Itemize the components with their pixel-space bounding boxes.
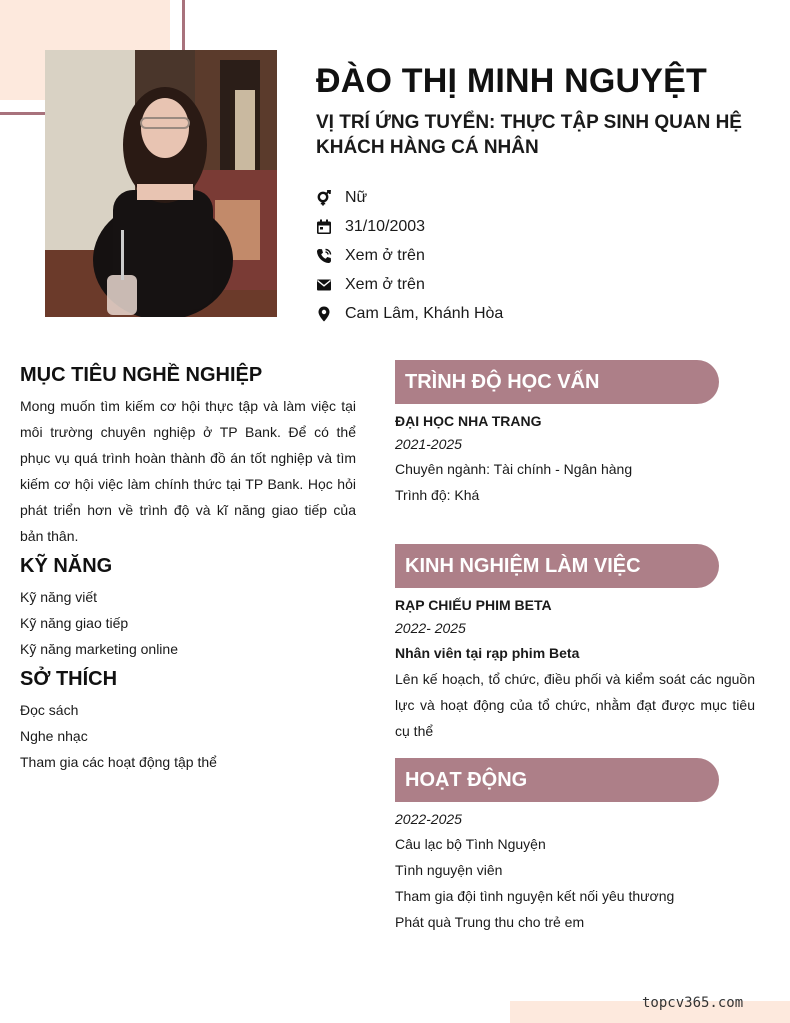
hobby-item: Tham gia các hoạt động tập thể [20, 754, 217, 770]
education-major: Chuyên ngành: Tài chính - Ngân hàng [395, 461, 633, 477]
hobby-item: Nghe nhạc [20, 728, 88, 744]
experience-time: 2022- 2025 [395, 620, 466, 636]
left-column [20, 364, 356, 775]
email-value: Xem ở trên [345, 275, 425, 293]
info-address [316, 299, 756, 328]
hobbies-title: SỞ THÍCH [20, 668, 118, 690]
skills-title: KỸ NĂNG [20, 555, 113, 577]
phone-value: Xem ở trên [345, 246, 425, 264]
activity-item: Phát quà Trung thu cho trẻ em [395, 914, 585, 930]
education-time: 2021-2025 [395, 436, 462, 452]
gender-value: Nữ [345, 188, 368, 206]
applied-position: VỊ TRÍ ỨNG TUYỂN: THỰC TẬP SINH QUAN HỆ KHÁCH HÀNG CÁ NHÂN [316, 112, 742, 158]
gender-icon [316, 190, 332, 206]
objective-text: Mong muốn tìm kiếm cơ hội thực tập và làm việc tại môi trường chuyên nghiệp ở TP Bank. Để có thể phục vụ quá trình hoàn thành đồ án tốt nghiệp và tìm kiếm cơ hội việc làm chính thức tại TP Bank. Học hỏi phát triển hơn về trình độ và kĩ năng giao tiếp của bản thân. [20, 398, 356, 544]
skill-item: Kỹ năng viết [20, 589, 98, 605]
address-value: Cam Lâm, Khánh Hòa [345, 304, 504, 322]
personal-info [316, 183, 756, 328]
right-column [395, 360, 760, 935]
education-school: ĐẠI HỌC NHA TRANG [395, 413, 542, 429]
education-title: TRÌNH ĐỘ HỌC VẤN [395, 360, 719, 404]
experience-company: RẠP CHIẾU PHIM BETA [395, 597, 552, 613]
info-phone [316, 241, 756, 270]
location-pin-icon [316, 306, 332, 322]
activity-item: Tham gia đội tình nguyện kết nối yêu thương [395, 888, 675, 904]
calendar-icon [316, 219, 332, 235]
experience-title: KINH NGHIỆM LÀM VIỆC [395, 544, 719, 588]
education-level: Trình độ: Khá [395, 487, 480, 503]
candidate-name: ĐÀO THỊ MINH NGUYỆT [316, 62, 708, 100]
skill-item: Kỹ năng marketing online [20, 641, 178, 657]
activities-role: Tình nguyện viên [395, 862, 503, 878]
profile-photo [45, 50, 277, 317]
activities-org: Câu lạc bộ Tình Nguyện [395, 836, 546, 852]
experience-description: Lên kế hoạch, tổ chức, điều phối và kiểm soát các nguồn lực và hoạt động của tổ chức, nhằm đạt được mục tiêu cụ thể [395, 671, 755, 739]
experience-role: Nhân viên tại rạp phim Beta [395, 645, 580, 661]
objective-title: MỤC TIÊU NGHỀ NGHIỆP [20, 364, 263, 386]
birthday-value: 31/10/2003 [345, 217, 426, 235]
watermark: topcv365.com [642, 995, 744, 1011]
phone-icon [316, 248, 332, 264]
info-gender [316, 183, 756, 212]
hobby-item: Đọc sách [20, 702, 79, 718]
info-birthday [316, 212, 756, 241]
skill-item: Kỹ năng giao tiếp [20, 615, 129, 631]
envelope-icon [316, 277, 332, 293]
activities-title: HOẠT ĐỘNG [395, 758, 719, 802]
info-email [316, 270, 756, 299]
profile-photo-illustration [45, 50, 277, 317]
activities-time: 2022-2025 [395, 811, 462, 827]
